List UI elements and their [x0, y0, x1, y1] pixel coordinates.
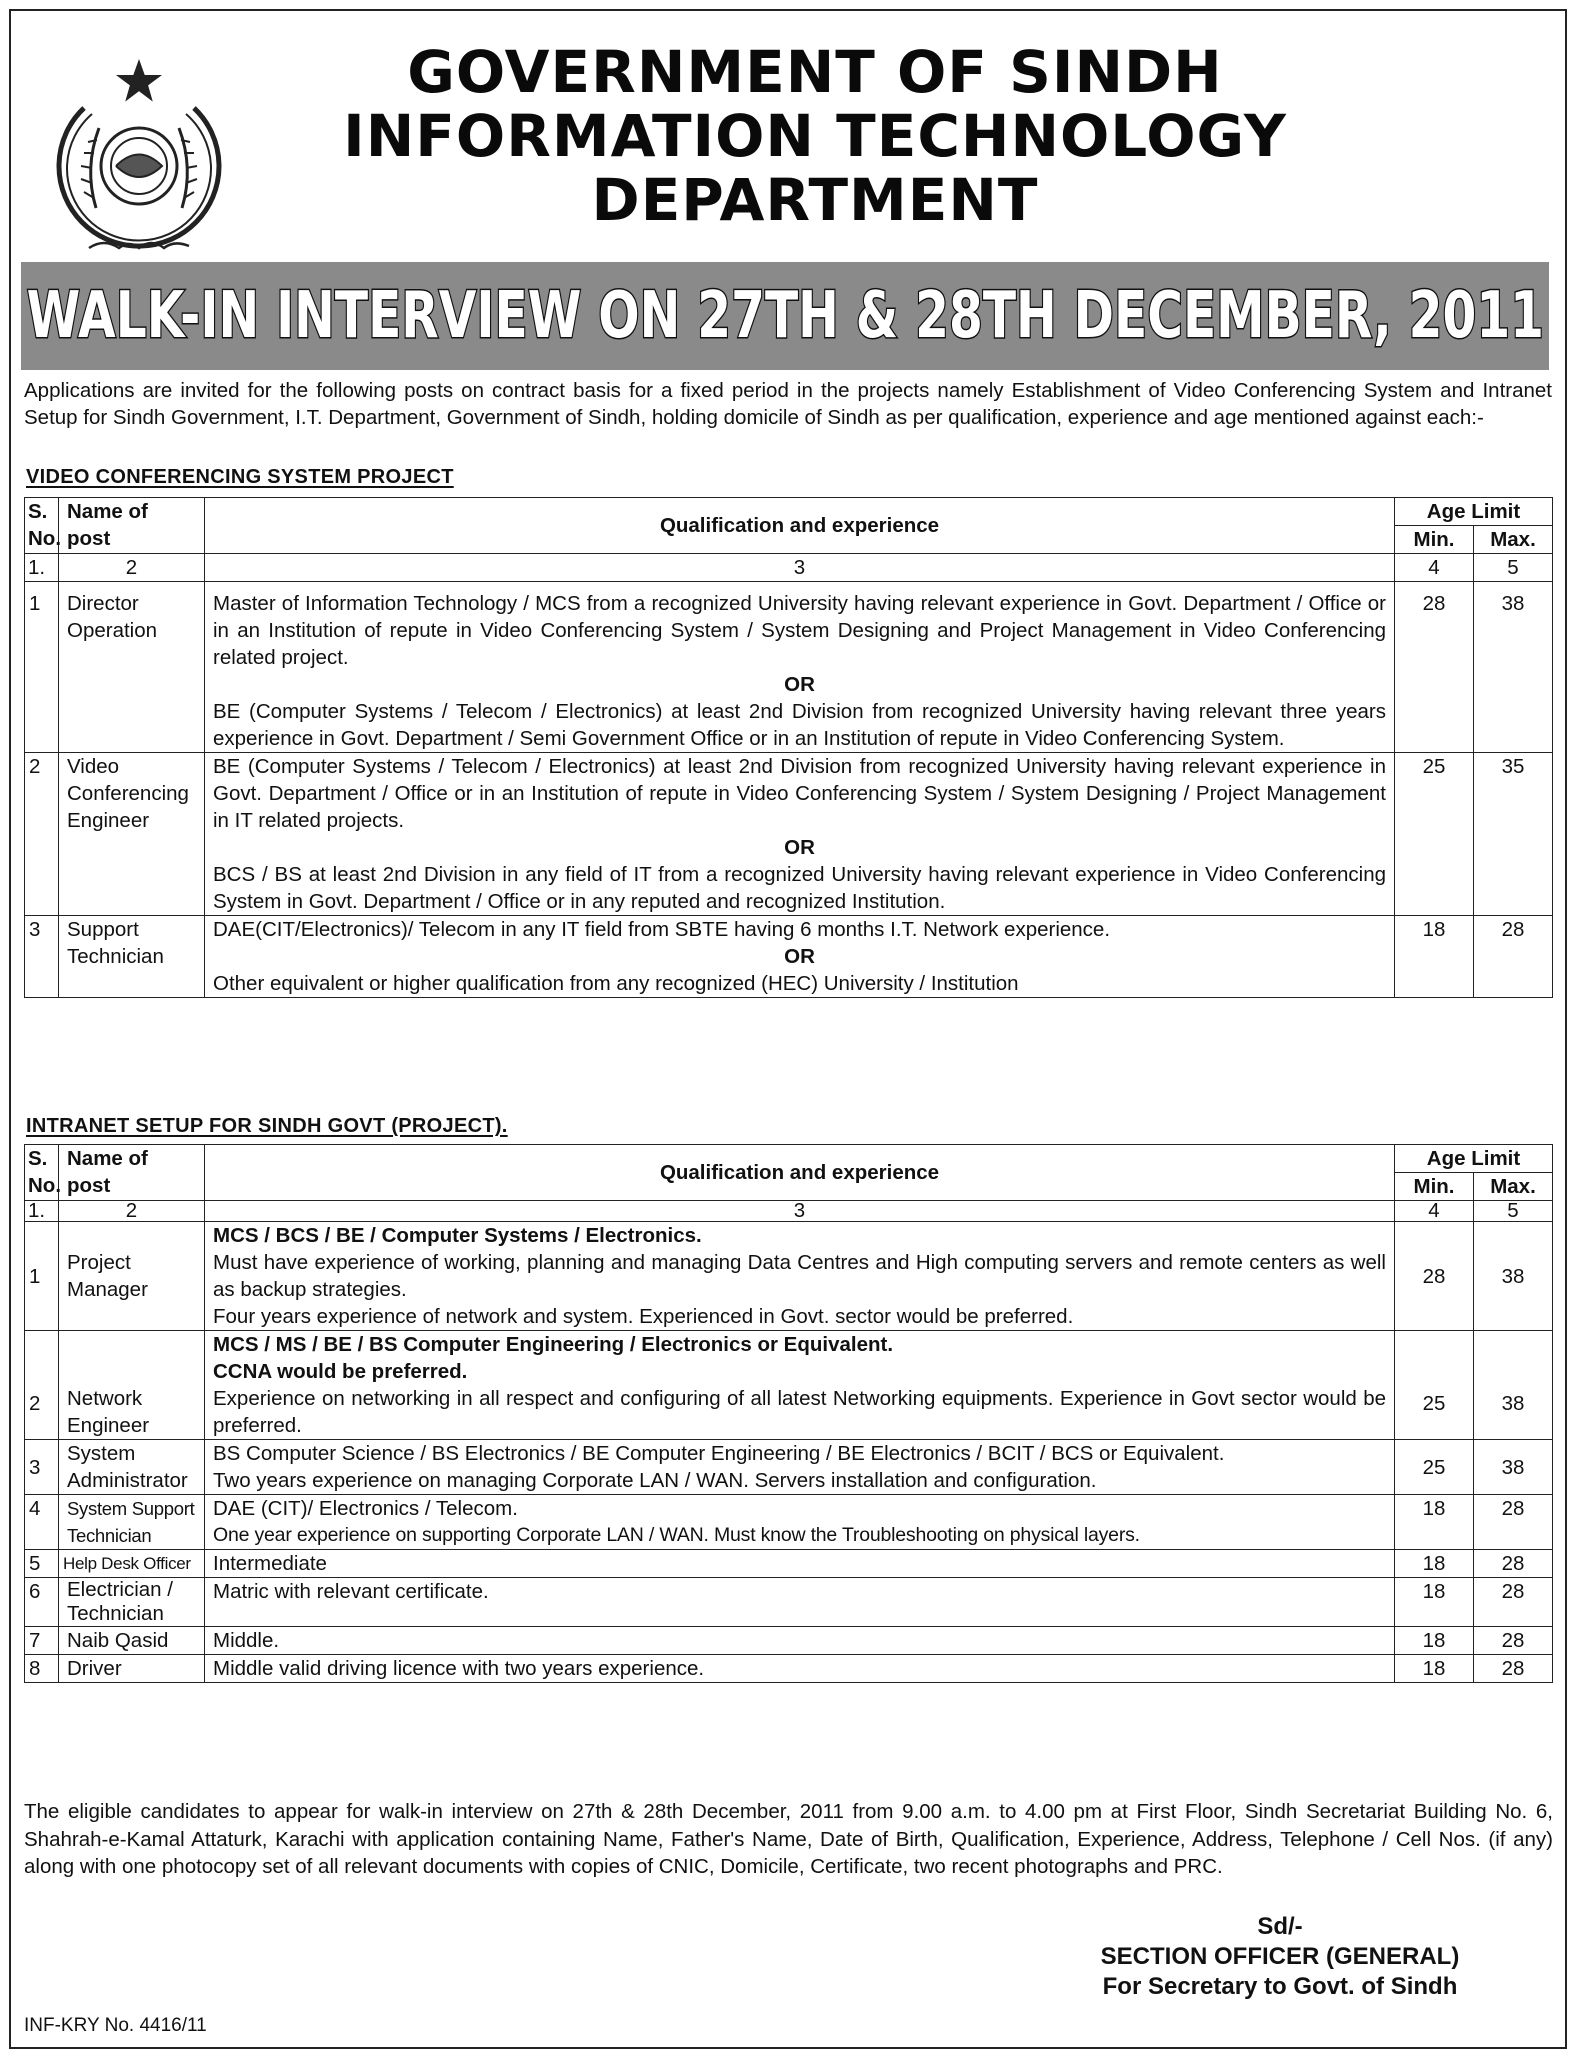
table-row: [25, 753, 1553, 916]
row-post-name: Network Engineer: [59, 1331, 205, 1440]
qualification-text: BE (Computer Systems / Telecom / Electronics) at least 2nd Division from recognized University having relevant three years experience in Govt. Department / Semi Government Office or in an Institution of repute in Video Conferencing System.: [213, 700, 1386, 750]
row-age-min: 18: [1395, 1550, 1474, 1578]
row-post-name: Director Operation: [59, 582, 205, 753]
colnum-3: 3: [205, 554, 1395, 582]
row-sno: 3: [25, 1440, 59, 1495]
column-number-row: [25, 1201, 1553, 1222]
qualification-text: Four years experience of network and system. Experienced in Govt. sector would be preferred.: [213, 1305, 1074, 1328]
colnum-1: 1.: [25, 1201, 59, 1222]
row-age-max: 35: [1474, 753, 1553, 916]
or-separator: OR: [784, 673, 815, 696]
vc-posts-table: [24, 497, 1553, 998]
row-sno: 2: [25, 753, 59, 916]
banner-text: WALK-IN INTERVIEW ON 27TH & 28TH DECEMBER, 2011: [26, 279, 1544, 353]
table-row: [25, 1331, 1553, 1440]
signature-sd: Sd/-: [1257, 1913, 1303, 1940]
walk-in-instructions: The eligible candidates to appear for walk-in interview on 27th & 28th December, 2011 from 9.00 a.m. to 4.00 pm at First Floor, Sindh Secretariat Building No. 6, Shahrah-e-Kamal Attaturk, Karachi with application containing Name, Father's Name, Date of Birth, Qualification, Experience, Address, Telephone / Cell Nos. (if any) along with one photocopy set of all relevant documents with copies of CNIC, Domicile, Certificate, two recent photographs and PRC.: [24, 1800, 1553, 1878]
qualification-text: One year experience on supporting Corporate LAN / WAN. Must know the Troubleshooting on physical layers.: [213, 1524, 1140, 1546]
col-age: Age Limit: [1395, 1145, 1553, 1173]
qualification-bold: MCS / BCS / BE / Computer Systems / Electronics.: [213, 1224, 702, 1247]
colnum-5: 5: [1474, 554, 1553, 582]
department-heading: [240, 40, 1390, 232]
intranet-posts-table: [24, 1144, 1553, 1683]
row-age-min: 18: [1395, 1495, 1474, 1550]
row-qualification: Middle valid driving licence with two years experience.: [205, 1655, 1395, 1683]
heading-line-3: DEPARTMENT: [591, 166, 1039, 234]
heading-line-2: INFORMATION TECHNOLOGY: [343, 102, 1287, 170]
row-sno: 6: [25, 1578, 59, 1627]
row-post-name: Electrician / Technician: [59, 1578, 205, 1627]
colnum-1: 1.: [25, 554, 59, 582]
colnum-2: 2: [59, 554, 205, 582]
row-post-name: Support Technician: [59, 916, 205, 998]
row-sno: 8: [25, 1655, 59, 1683]
government-of-sindh-seal-icon: [44, 48, 234, 278]
colnum-3: 3: [205, 1201, 1395, 1222]
row-sno: 7: [25, 1627, 59, 1655]
row-sno: 2: [25, 1331, 59, 1440]
column-number-row: [25, 554, 1553, 582]
row-age-max: 38: [1474, 582, 1553, 753]
row-post-name: Help Desk Officer: [59, 1550, 205, 1578]
row-qualification: Intermediate: [205, 1550, 1395, 1578]
row-age-max: 28: [1474, 1655, 1553, 1683]
row-sno: 5: [25, 1550, 59, 1578]
row-age-max: 38: [1474, 1222, 1553, 1331]
table-header-row: [25, 1145, 1553, 1173]
row-qualification: Middle.: [205, 1627, 1395, 1655]
row-age-min: 28: [1395, 582, 1474, 753]
row-sno: 4: [25, 1495, 59, 1550]
colnum-2: 2: [59, 1201, 205, 1222]
vc-section-title: VIDEO CONFERENCING SYSTEM PROJECT: [26, 466, 454, 488]
table-row: [25, 582, 1553, 753]
col-max: Max.: [1474, 1173, 1553, 1201]
row-qualification: [205, 582, 1395, 753]
col-min: Min.: [1395, 526, 1474, 554]
colnum-4: 4: [1395, 554, 1474, 582]
col-sno: S. No.: [25, 498, 59, 554]
row-age-min: 28: [1395, 1222, 1474, 1331]
qualification-text: BCS / BS at least 2nd Division in any field of IT from a recognized University having relevant experience in Video Conferencing System in Govt. Department / Office or in any reputed and recognized Institution.: [213, 863, 1386, 913]
table-header-row: [25, 498, 1553, 526]
qualification-text: Must have experience of working, planning and managing Data Centres and High computing servers and remote centers as well as backup strategies.: [213, 1251, 1386, 1301]
qualification-text: BS Computer Science / BS Electronics / BE Computer Engineering / BE Electronics / BCIT / BCS or Equivalent.: [213, 1442, 1225, 1465]
row-sno: 3: [25, 916, 59, 998]
row-age-max: 28: [1474, 1550, 1553, 1578]
or-separator: OR: [784, 945, 815, 968]
row-qualification: [205, 753, 1395, 916]
col-qual: Qualification and experience: [205, 498, 1395, 554]
table-row: [25, 1655, 1553, 1683]
colnum-5: 5: [1474, 1201, 1553, 1222]
qualification-text: Experience on networking in all respect and configuring of all latest Networking equipments. Experience in Govt sector would be preferred.: [213, 1387, 1386, 1437]
row-age-min: 25: [1395, 1331, 1474, 1440]
table-row: [25, 916, 1553, 998]
row-post-name: System Support Technician: [59, 1495, 205, 1550]
row-age-min: 25: [1395, 753, 1474, 916]
row-qualification: [205, 1440, 1395, 1495]
row-qualification: [205, 1331, 1395, 1440]
col-max: Max.: [1474, 526, 1553, 554]
table-row: [25, 1440, 1553, 1495]
row-qualification: [205, 916, 1395, 998]
row-qualification: Matric with relevant certificate.: [205, 1578, 1395, 1627]
qualification-text: Other equivalent or higher qualification from any recognized (HEC) University / Institution: [213, 972, 1019, 995]
signature-title: SECTION OFFICER (GENERAL): [1100, 1943, 1460, 1970]
reference-number: INF-KRY No. 4416/11: [24, 2015, 207, 2036]
intranet-section-title: INTRANET SETUP FOR SINDH GOVT (PROJECT).: [26, 1115, 508, 1137]
row-age-max: 28: [1474, 916, 1553, 998]
qualification-text: Master of Information Technology / MCS from a recognized University having relevant experience in Govt. Department / Office or in an Institution of repute in Video Conferencing System / System Designing and Project Management in Video Conferencing related project.: [213, 592, 1386, 669]
row-post-name: Project Manager: [59, 1222, 205, 1331]
intro-paragraph: Applications are invited for the following posts on contract basis for a fixed period in the projects namely Establishment of Video Conferencing System and Intranet Setup for Sindh Government, I.T. Department, Government of Sindh, holding domicile of Sindh as per qualification, experience and age mentioned against each:-: [24, 379, 1552, 429]
row-age-min: 18: [1395, 1655, 1474, 1683]
qualification-text: BE (Computer Systems / Telecom / Electronics) at least 2nd Division from recognized University having relevant experience in Govt. Department / Office or in an Institution of repute in Video Conferencing System / System Designing / Project Management in IT related projects.: [213, 755, 1386, 832]
or-separator: OR: [784, 836, 815, 859]
signature-for: For Secretary to Govt. of Sindh: [1102, 1973, 1458, 2000]
col-qual: Qualification and experience: [205, 1145, 1395, 1201]
row-age-max: 28: [1474, 1578, 1553, 1627]
qualification-bold: CCNA would be preferred.: [213, 1360, 468, 1383]
signature-block: [1070, 1912, 1490, 2002]
row-post-name: Driver: [59, 1655, 205, 1683]
qualification-bold: MCS / MS / BE / BS Computer Engineering / Electronics or Equivalent.: [213, 1333, 894, 1356]
row-age-min: 18: [1395, 916, 1474, 998]
table-row: [25, 1578, 1553, 1627]
table-row: [25, 1222, 1553, 1331]
col-age: Age Limit: [1395, 498, 1553, 526]
header: [0, 18, 1578, 258]
row-sno: 1: [25, 1222, 59, 1331]
row-sno: 1: [25, 582, 59, 753]
row-age-max: 28: [1474, 1495, 1553, 1550]
row-age-min: 25: [1395, 1440, 1474, 1495]
col-min: Min.: [1395, 1173, 1474, 1201]
table-row: [25, 1495, 1553, 1550]
row-age-max: 38: [1474, 1331, 1553, 1440]
row-age-min: 18: [1395, 1627, 1474, 1655]
qualification-text: DAE (CIT)/ Electronics / Telecom.: [213, 1497, 518, 1520]
row-age-max: 28: [1474, 1627, 1553, 1655]
walk-in-banner: [21, 262, 1549, 370]
qualification-text: DAE(CIT/Electronics)/ Telecom in any IT field from SBTE having 6 months I.T. Network experience.: [213, 918, 1111, 941]
row-age-max: 38: [1474, 1440, 1553, 1495]
row-qualification: [205, 1495, 1395, 1550]
row-age-min: 18: [1395, 1578, 1474, 1627]
table-row: [25, 1550, 1553, 1578]
row-post-name: System Administrator: [59, 1440, 205, 1495]
col-sno: S. No.: [25, 1145, 59, 1201]
col-name: Name of post: [59, 498, 205, 554]
colnum-4: 4: [1395, 1201, 1474, 1222]
col-name: Name of post: [59, 1145, 205, 1201]
table-row: [25, 1627, 1553, 1655]
row-qualification: [205, 1222, 1395, 1331]
qualification-text: Two years experience on managing Corporate LAN / WAN. Servers installation and configuration.: [213, 1469, 1097, 1492]
row-post-name: Naib Qasid: [59, 1627, 205, 1655]
heading-line-1: GOVERNMENT OF SINDH: [407, 38, 1223, 106]
row-post-name: Video Conferencing Engineer: [59, 753, 205, 916]
